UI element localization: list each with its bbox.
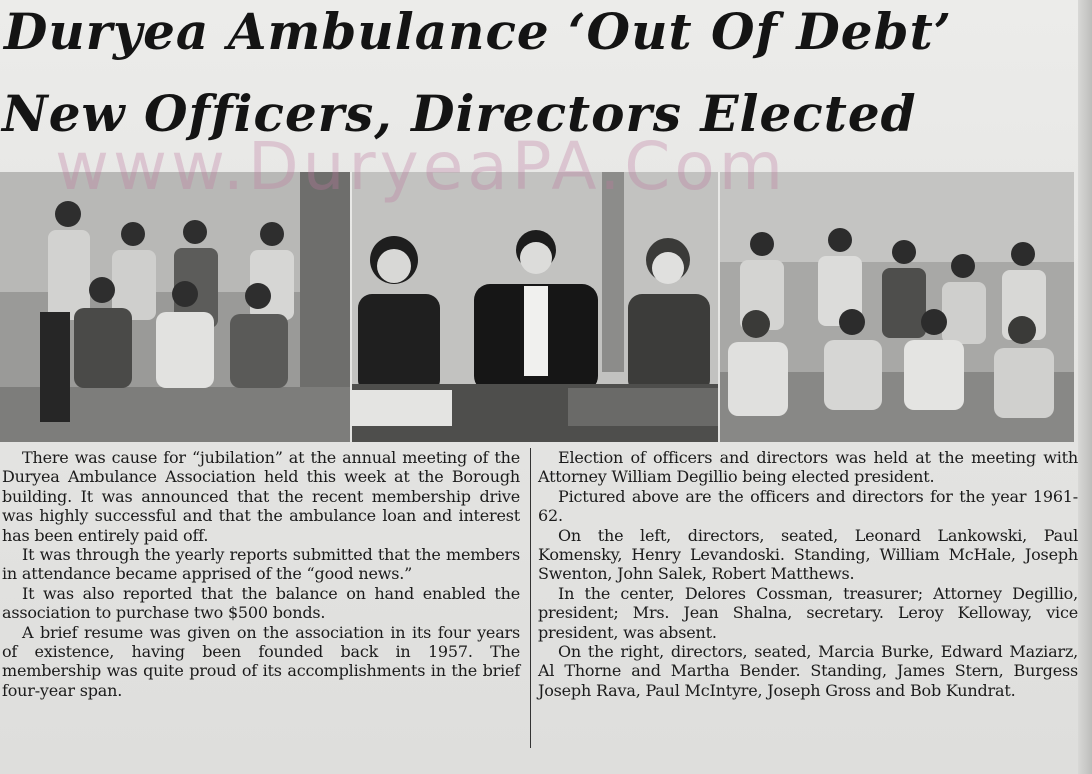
- paragraph: On the left, directors, seated, Leonard Lankowski, Paul Komensky, Henry Levandoski. Standing, William McHale, Joseph Swenton, John Salek, Robert Matthews.: [538, 525, 1078, 584]
- article-column-left: [2, 448, 520, 700]
- paragraph: In the center, Delores Cossman, treasurer; Attorney Degillio, president; Mrs. Jean Shalna, secretary. Leroy Kelloway, vice president, was absent.: [538, 583, 1078, 642]
- headline-line-2: New Officers, Directors Elected: [2, 84, 917, 143]
- article-column-right: [538, 448, 1078, 700]
- paragraph: On the right, directors, seated, Marcia Burke, Edward Maziarz, Al Thorne and Martha Bender. Standing, James Stern, Burgess Joseph Rava, Paul McIntyre, Joseph Gross and Bob Kundrat.: [538, 642, 1078, 700]
- photo-right-directors: [720, 172, 1074, 442]
- photo-left-directors: [0, 172, 350, 442]
- headline-line-1: Duryea Ambulance ‘Out Of Debt’: [4, 2, 953, 61]
- paragraph: It was through the yearly reports submitted that the members in attendance became apprised of the “good news.”: [2, 545, 520, 584]
- paragraph: A brief resume was given on the association in its four years of existence, having been founded back in 1957. The membership was quite proud of its accomplishments in the brief four-year span.: [2, 622, 520, 700]
- column-divider: [530, 448, 531, 748]
- watermark-text: www.DuryeaPA.Com: [55, 128, 788, 205]
- paragraph: Election of officers and directors was held at the meeting with Attorney William Degillio being elected president.: [538, 448, 1078, 487]
- paragraph: There was cause for “jubilation” at the annual meeting of the Duryea Ambulance Association held this week at the Borough building. It was announced that the recent membership drive was highly successful and that the ambulance loan and interest has been entirely paid off.: [2, 448, 520, 545]
- paragraph: It was also reported that the balance on hand enabled the association to purchase two $500 bonds.: [2, 583, 520, 623]
- photo-center-officers: [352, 172, 718, 442]
- paper-edge: [1078, 0, 1092, 774]
- paragraph: Pictured above are the officers and directors for the year 1961-62.: [538, 486, 1078, 526]
